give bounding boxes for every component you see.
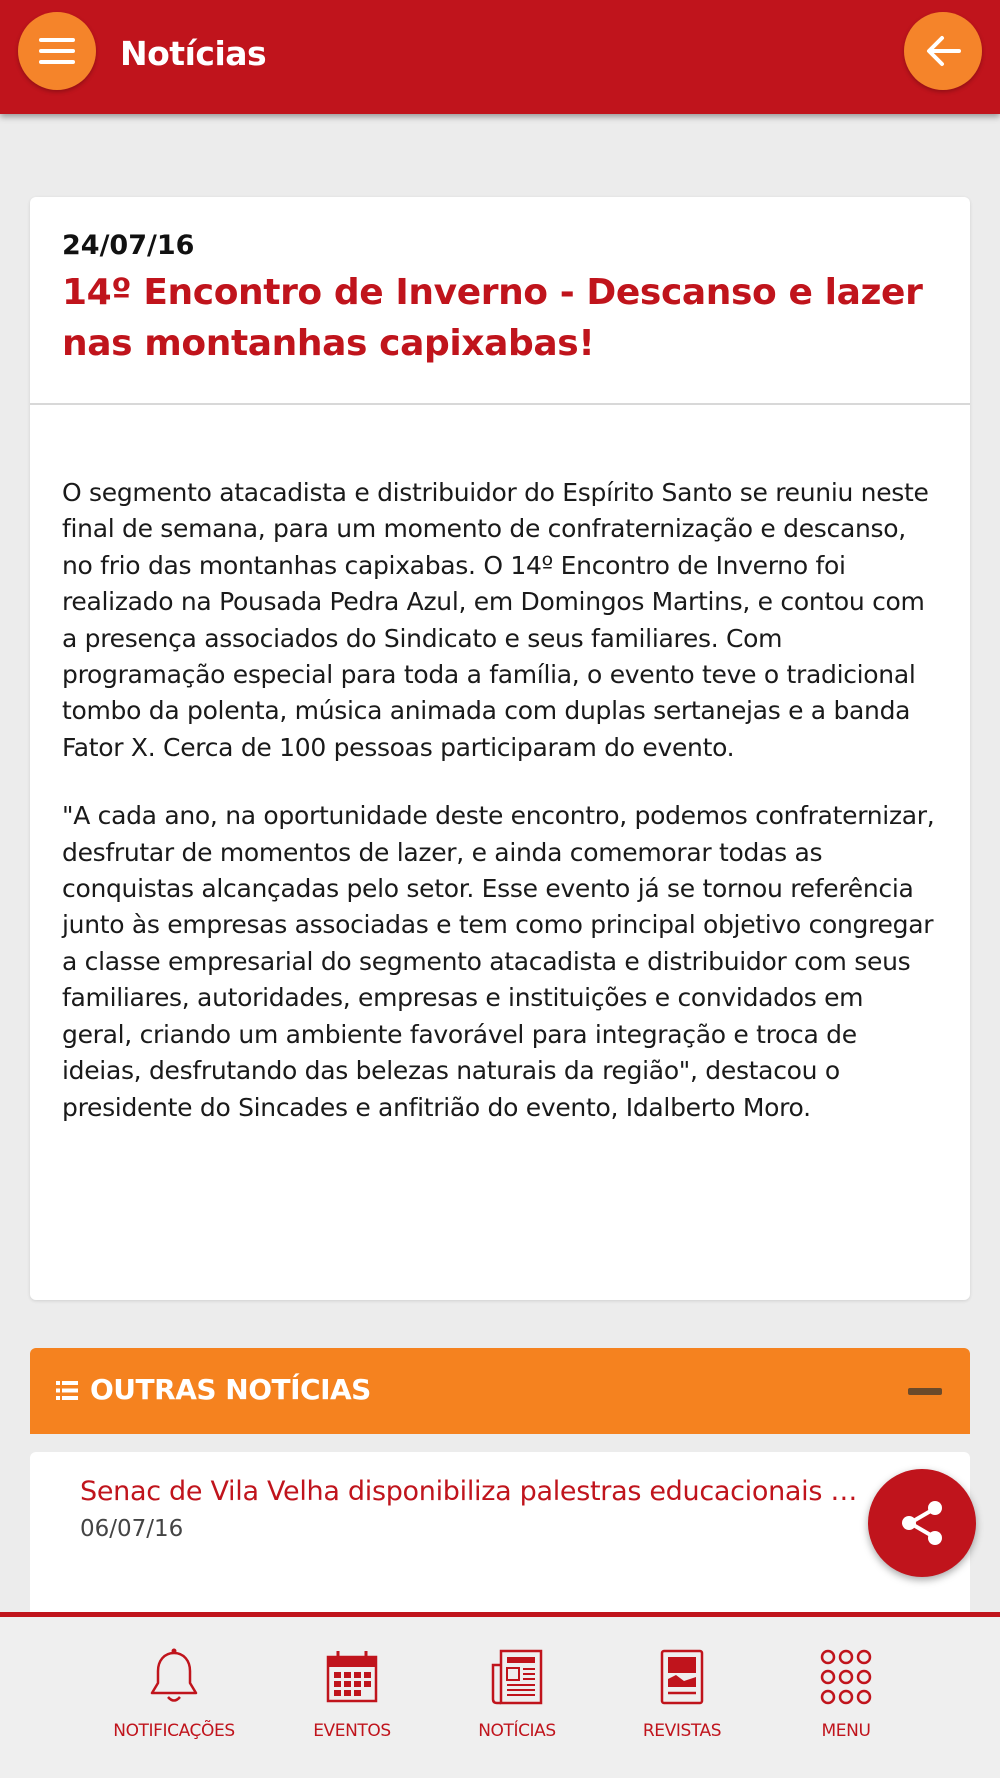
nav-label: EVENTOS: [313, 1721, 391, 1741]
share-icon: [896, 1497, 948, 1549]
back-button[interactable]: [904, 12, 982, 90]
collapse-icon[interactable]: [908, 1388, 942, 1395]
grid-icon: [816, 1647, 876, 1707]
article-paragraph: "A cada ano, na oportunidade deste encontro, podemos confraternizar, desfrutar de momentos de lazer, e ainda comemorar todas as conquistas alcançadas pelo setor. Esse evento já se tornou referência junto às empresas associadas e tem como principal objetivo congregar a classe empresarial do segmento atacadista e distribuidor com seus familiares, autoridades, empresas e instituições e convidados em geral, criando um ambiente favorável para integração e troca de ideias, desfrutando das belezas naturais da região", destacou o presidente do Sincades e anfitrião do evento, Idalberto Moro.: [62, 801, 935, 1122]
article-paragraph: O segmento atacadista e distribuidor do Espírito Santo se reuniu neste final de semana, para um momento de confraternização e descanso, no frio das montanhas capixabas. O 14º Encontro de Inverno foi realizado na Pousada Pedra Azul, em Domingos Martins, e contou com a presença associados do Sindicato e seus familiares. Com programação especial para toda a família, o evento teve o tradicional tombo da polenta, música animada com duplas sertanejas e a banda Fator X. Cerca de 100 pessoas participaram do evento.: [62, 478, 929, 762]
other-news-header[interactable]: [30, 1348, 970, 1434]
nav-item-news[interactable]: [437, 1647, 597, 1741]
other-news-title: OUTRAS NOTÍCIAS: [90, 1373, 371, 1406]
nav-item-magazines[interactable]: [602, 1647, 762, 1741]
article-date: 24/07/16: [62, 230, 195, 261]
nav-label: NOTÍCIAS: [478, 1721, 556, 1741]
article-header: [30, 197, 970, 405]
nav-item-menu[interactable]: [766, 1647, 926, 1741]
calendar-icon: [322, 1647, 382, 1707]
nav-label: REVISTAS: [642, 1721, 722, 1741]
bell-icon: [144, 1647, 204, 1707]
menu-button[interactable]: [18, 12, 96, 90]
hamburger-icon: [39, 37, 75, 65]
list-icon: [56, 1381, 78, 1400]
bottom-nav: [0, 1612, 1000, 1778]
page-title: Notícias: [120, 34, 267, 73]
share-button[interactable]: [868, 1469, 976, 1577]
list-item[interactable]: [80, 1474, 880, 1542]
magazine-icon: [652, 1647, 712, 1707]
nav-label: MENU: [821, 1721, 871, 1741]
newspaper-icon: [487, 1647, 547, 1707]
news-item-date: 06/07/16: [80, 1516, 184, 1542]
nav-label: NOTIFICAÇÕES: [113, 1721, 235, 1741]
news-item-title[interactable]: Senac de Vila Velha disponibiliza palestras educacionais …: [80, 1476, 858, 1507]
article-body: [30, 405, 970, 1126]
nav-item-events[interactable]: [272, 1647, 432, 1741]
nav-item-notifications[interactable]: [94, 1647, 254, 1741]
article-card: [30, 197, 970, 1300]
arrow-left-icon: [925, 34, 961, 68]
article-title: 14º Encontro de Inverno - Descanso e lazer nas montanhas capixabas!: [62, 272, 923, 364]
app-header: [0, 0, 1000, 114]
